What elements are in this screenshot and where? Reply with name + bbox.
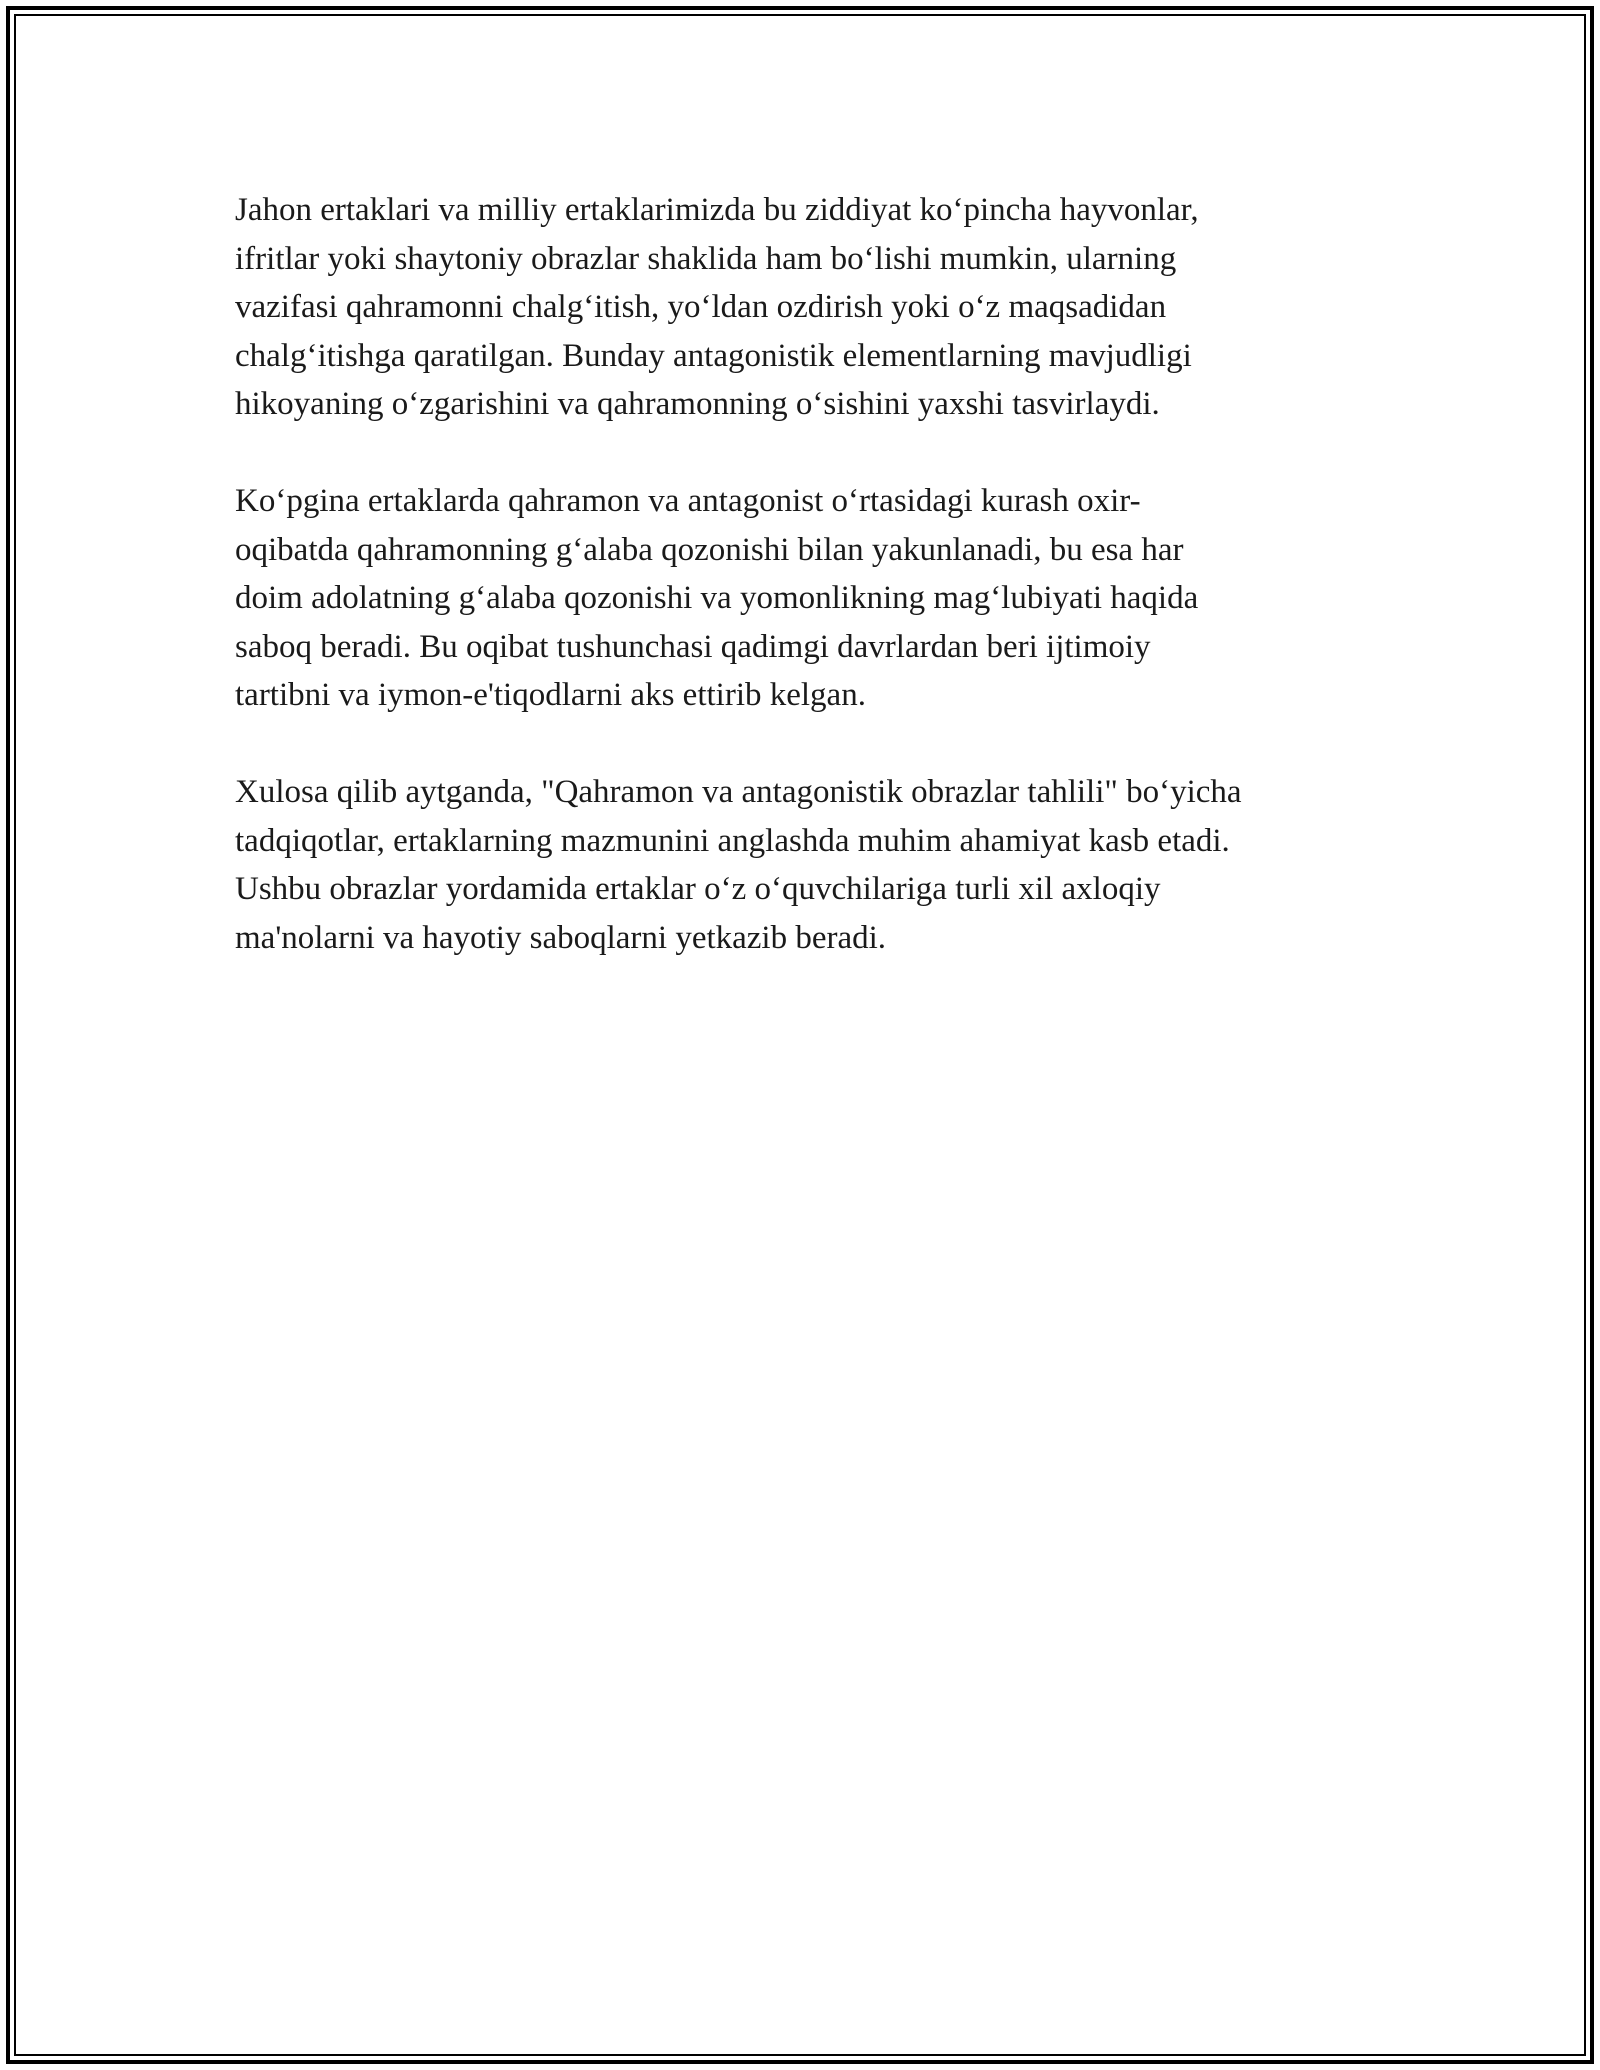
document-body <box>235 186 1375 1011</box>
paragraph-1: Jahon ertaklari va milliy ertaklarimizda bu ziddiyat koʻpincha hayvonlar, ifritlar yoki shaytoniy obrazlar shaklida ham boʻlishi mumkin, ularning vazifasi qahramonni chalgʻitish, yoʻldan ozdirish yoki oʻz maqsadidan chalgʻitishga qaratilgan. Bunday antagonistik elementlarning mavjudligi hikoyaning oʻzgarishini va qahramonning oʻsishini yaxshi tasvirlaydi. <box>235 192 1199 422</box>
paragraph-2: Koʻpgina ertaklarda qahramon va antagonist oʻrtasidagi kurash oxir- oqibatda qahramonning gʻalaba qozonishi bilan yakunlanadi, bu esa har doim adolatning gʻalaba qozonishi va yomonlikning magʻlubiyati haqida saboq beradi. Bu oqibat tushunchasi qadimgi davrlardan beri ijtimoiy tartibni va iymon-e'tiqodlarni aks ettirib kelgan. <box>235 483 1199 713</box>
paragraph-3: Xulosa qilib aytganda, "Qahramon va antagonistik obrazlar tahlili" boʻyicha tadqiqotlar, ertaklarning mazmunini anglashda muhim ahamiyat kasb etadi. Ushbu obrazlar yordamida ertaklar oʻz oʻquvchilariga turli xil axloqiy ma'nolarni va hayotiy saboqlarni yetkazib beradi. <box>235 774 1242 956</box>
